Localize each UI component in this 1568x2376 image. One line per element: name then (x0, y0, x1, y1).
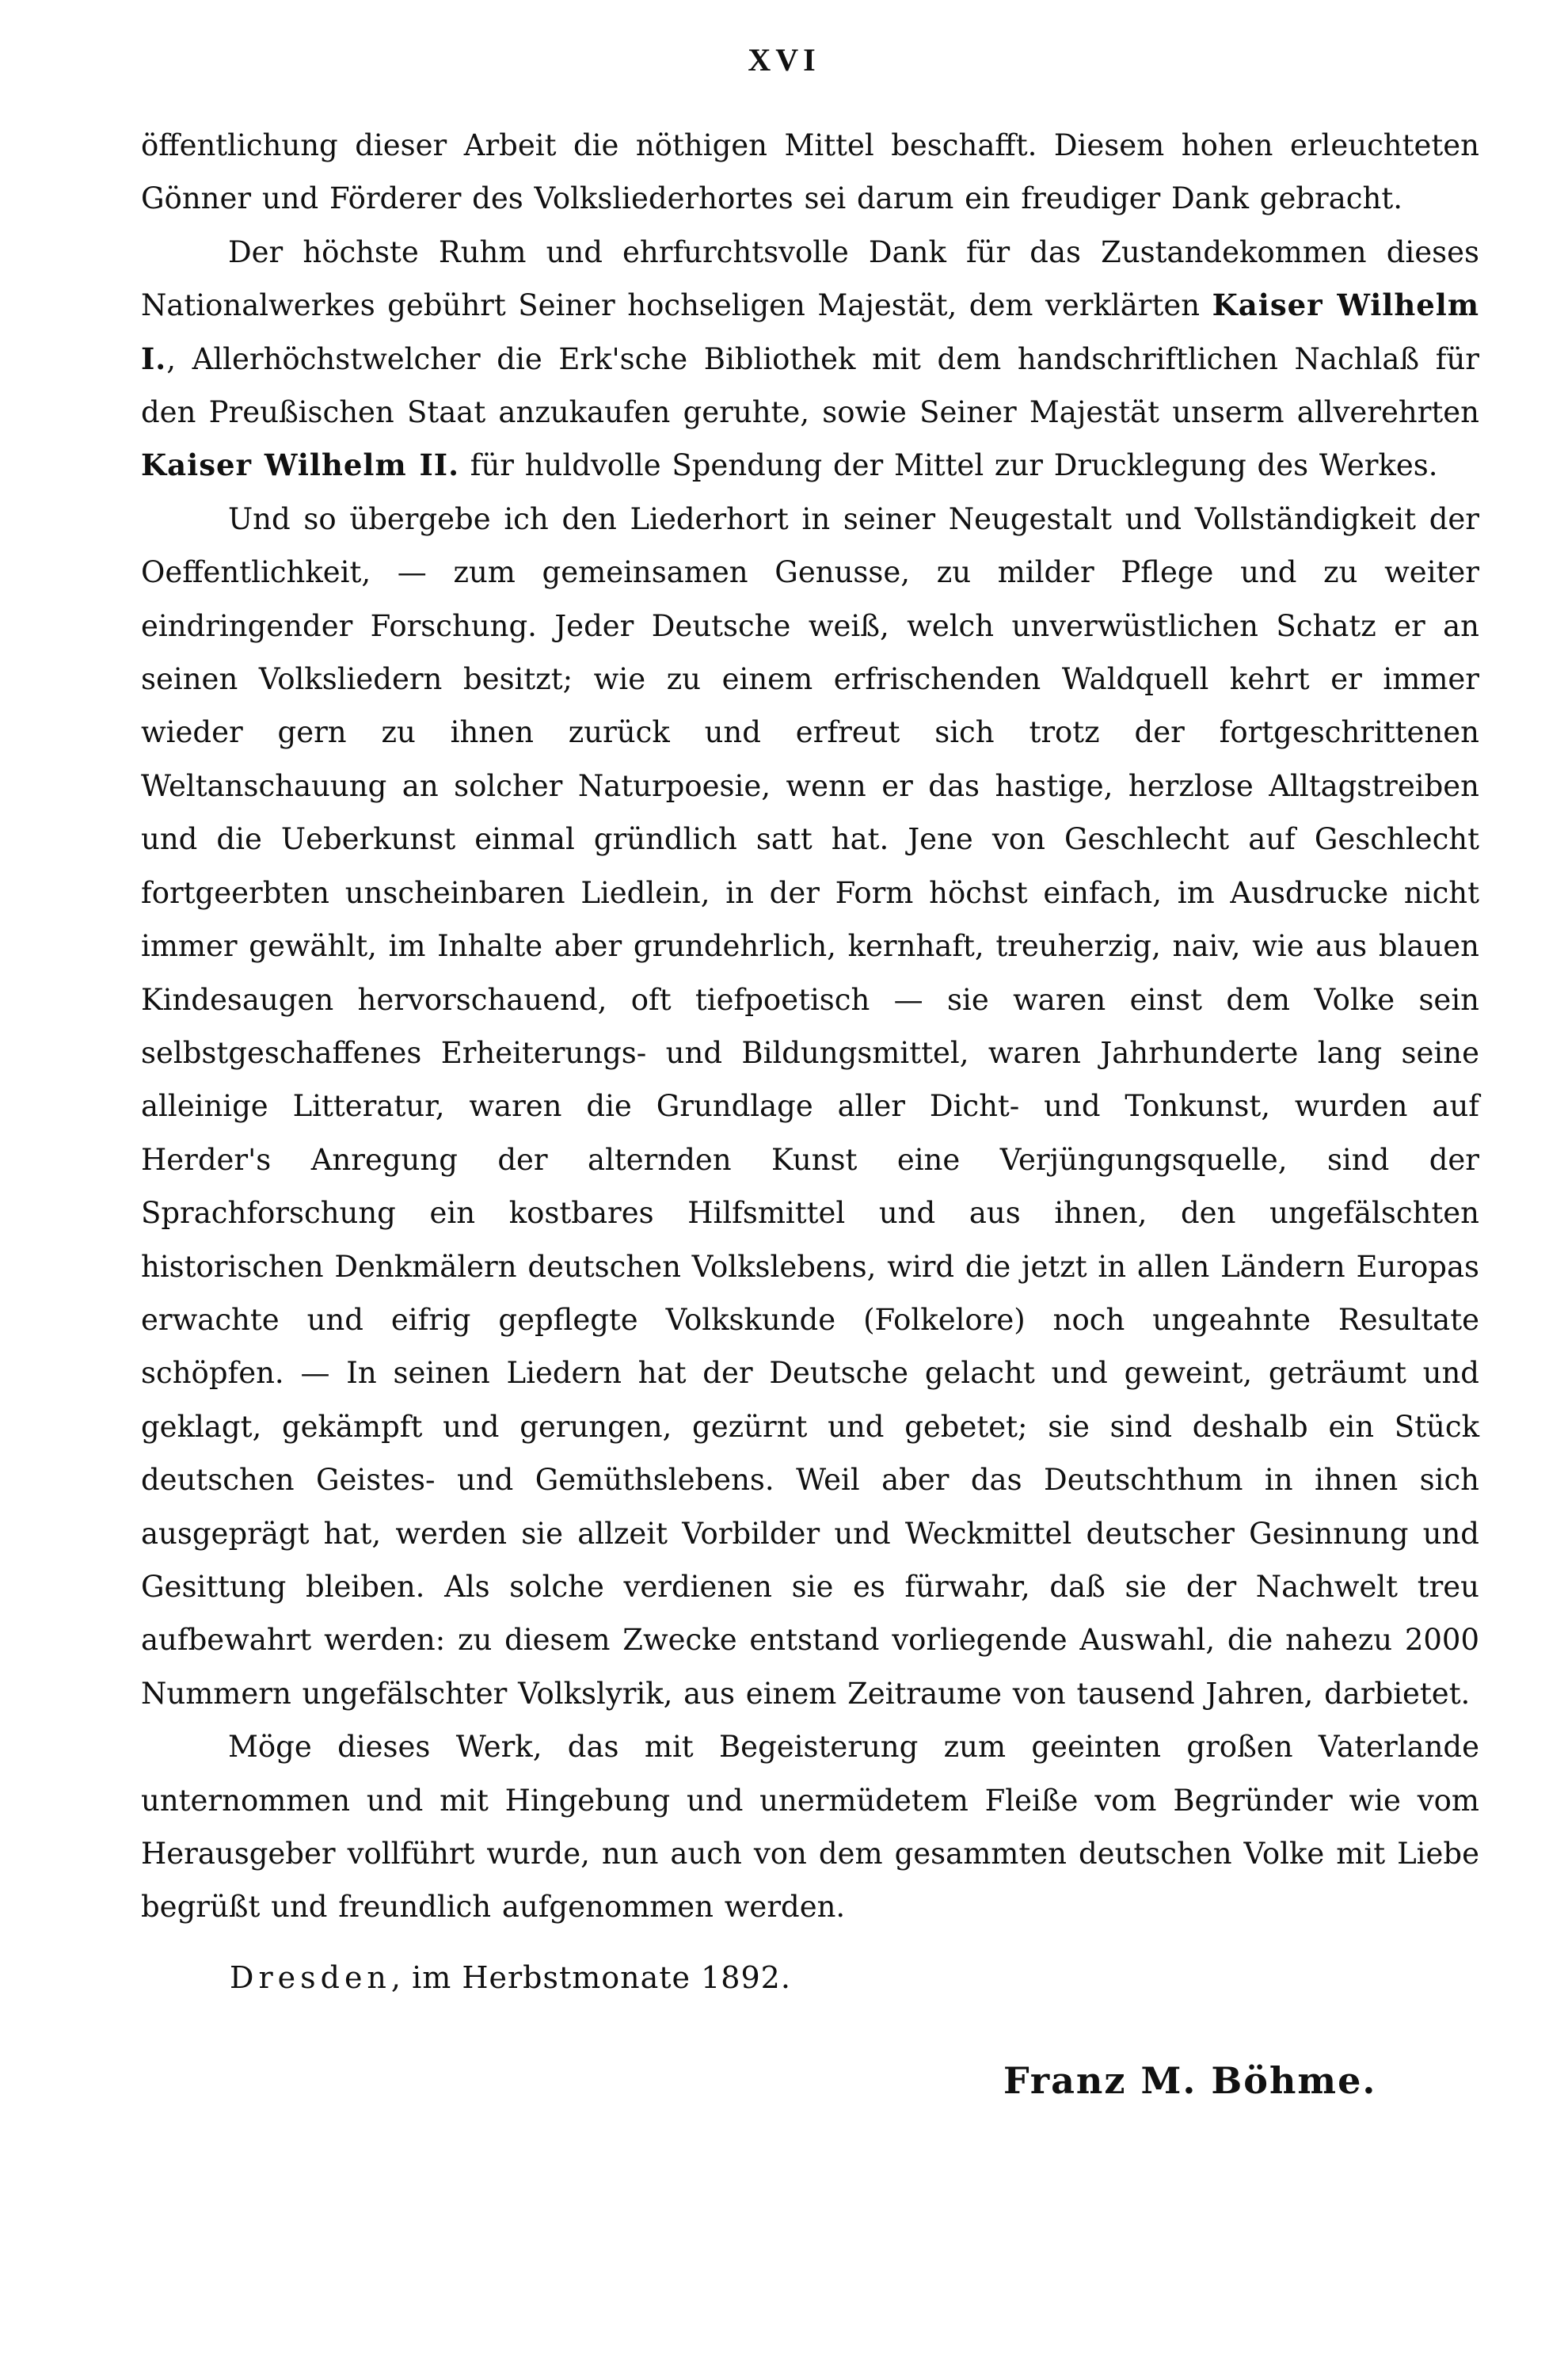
paragraph (141, 119, 1479, 226)
body-text (141, 119, 1479, 1934)
closing-line (230, 1960, 791, 1995)
paragraph-text: öffentlichung dieser Arbeit die nöthigen Mittel beschafft. Diesem hohen erleuchteten Gönner und Förderer des Volksliederhortes sei darum ein freudiger Dank gebracht. (141, 128, 1479, 216)
paragraph-text: Der höchste Ruhm und ehrfurchtsvolle Dank für das Zustandekommen dieses Nationalwerkes gebührt Seiner hochseligen Majestät, dem verklärten (141, 234, 1479, 323)
paragraph-text: Möge dieses Werk, das mit Begeisterung zum geeinten großen Vaterlande unternommen und mit Hingebung und unermüdetem Fleiße vom Begründer wie vom Herausgeber vollführt wurde, nun auch von dem gesammten deutschen Volke mit Liebe begrüßt und freundlich aufgenommen werden. (141, 1730, 1479, 1925)
paragraph (141, 1720, 1479, 1934)
page-number: XVI (748, 42, 820, 78)
paragraph (141, 493, 1479, 1720)
paragraph-text: Und so übergebe ich den Liederhort in seiner Neugestalt und Vollständigkeit der Oeffentlichkeit, — zum gemeinsamen Genusse, zu milder Pflege und zu weiter eindringender Forschung. Jeder Deutsche weiß, welch unverwüstlichen Schatz er an seinen Volksliedern besitzt; wie zu einem erfrischenden Waldquell kehrt er immer wieder gern zu ihnen zurück und erfreut sich trotz der fortgeschrittenen Weltanschauung an solcher Naturpoesie, wenn er das hastige, herzlose Alltagstreiben und die Ueberkunst einmal gründlich satt hat. Jene von Geschlecht auf Geschlecht fortgeerbten unscheinbaren Liedlein, in der Form höchst einfach, im Ausdrucke nicht immer gewählt, im Inhalte aber grundehrlich, kernhaft, treuherzig, naiv, wie aus blauen Kindesaugen hervorschauend, oft tiefpoetisch — sie waren einst dem Volke sein selbstgeschaffenes Erheiterungs- und Bildungsmittel, waren Jahrhunderte lang seine alleinige Litteratur, waren die Grundlage aller Dicht- und Tonkunst, wurden auf Herder's Anregung der alternden Kunst eine Verjüngungsquelle, sind der Sprachforschung ein kostbares Hilfsmittel und aus ihnen, den ungefälschten historischen Denkmälern deutschen Volkslebens, wird die jetzt in allen Ländern Europas erwachte und eifrig gepflegte Volkskunde (Folkelore) noch ungeahnte Resultate schöpfen. — In seinen Liedern hat der Deutsche gelacht und geweint, geträumt und geklagt, gekämpft und gerungen, gezürnt und gebetet; sie sind deshalb ein Stück deutschen Geistes- und Gemüthslebens. Weil aber das Deutschthum in ihnen sich ausgeprägt hat, werden sie allzeit Vorbilder und Weckmittel deutscher Gesinnung und Gesittung bleiben. Als solche verdienen sie es fürwahr, daß sie der Nachwelt treu aufbewahrt werden: zu diesem Zwecke entstand vorliegende Auswahl, die nahezu 2000 Nummern ungefälschter Volkslyrik, aus einem Zeitraume von tausend Jahren, darbietet. (141, 501, 1479, 1711)
emphasized-name: Kaiser Wilhelm II. (141, 447, 459, 483)
paragraph (141, 226, 1479, 493)
signature: Franz M. Böhme. (1003, 2059, 1377, 2102)
paragraph-text: für huldvolle Spendung der Mittel zur Drucklegung des Werkes. (459, 448, 1438, 483)
closing-place: Dresden (230, 1960, 391, 1995)
closing-date: , im Herbstmonate 1892. (390, 1960, 791, 1995)
emphasized-name: Kaiser Wilhelm I. (141, 287, 1479, 376)
paragraph-text: , Allerhöchstwelcher die Erk'sche Bibliothek mit dem handschriftlichen Nachlaß für den Preußischen Staat anzukaufen geruhte, sowie Seiner Majestät unserm allverehrten (141, 341, 1479, 430)
